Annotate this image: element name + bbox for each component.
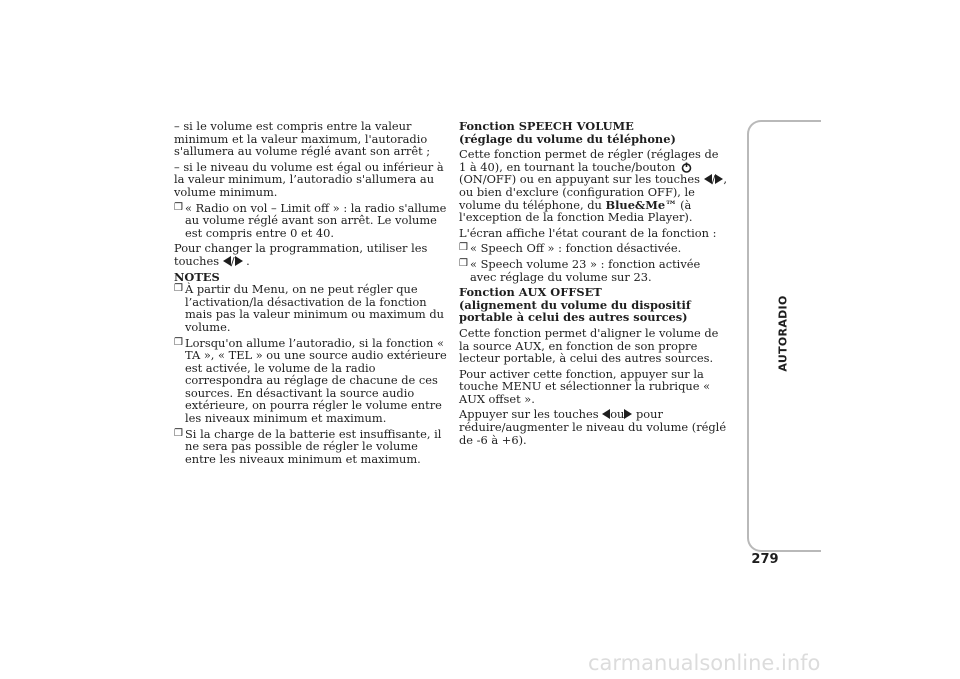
paragraph-aux-description: Cette fonction permet d'aligner le volume de la source AUX, en fonction de son propre lecteur portable, à celui des autres sources. [459, 325, 719, 366]
paragraph-volume-between: – si le volume est compris entre la valeur minimum et la valeur maximum, l'autoradio s'allumera au volume réglé avant son arrêt ; [174, 119, 431, 159]
paragraph-change-programming [174, 242, 450, 267]
list-item [174, 202, 450, 240]
change-programming-text: Pour changer la programmation, utiliser les touches [174, 241, 428, 268]
note-text: À partir du Menu, on ne peut régler que l’activation/la désactivation de la fonction mais pas la valeur minimum ou maximum du volume. [185, 282, 444, 334]
list-item [459, 242, 729, 255]
bullet-square-icon: ❒ [174, 201, 183, 213]
aux-offset-title: Fonction AUX OFFSET [459, 285, 602, 300]
side-section-label [776, 294, 790, 372]
triangle-left-icon [223, 256, 231, 266]
speech-volume-subtitle: (réglage du volume du téléphone) [459, 131, 676, 146]
right-column [459, 120, 729, 449]
left-column [174, 120, 450, 468]
power-button-icon [681, 162, 692, 173]
triangle-right-icon [235, 256, 243, 266]
aux-adjust-part-a: Appuyer sur les touches [459, 407, 599, 422]
bullet-text: « Radio on vol – Limit off » : la radio s'allume au volume réglé avant son arrêt. Le volume est compris entre 0 et 40. [185, 200, 447, 240]
speech-volume-title: Fonction SPEECH VOLUME [459, 119, 634, 133]
speech-desc-part-c: , ou bien d'exclure (configuration OFF), le volume du téléphone, du [459, 172, 728, 212]
bullet-square-icon: ❒ [174, 336, 183, 348]
bullet-square-icon: ❒ [459, 242, 468, 254]
triangle-left-icon [602, 409, 610, 419]
aux-offset-subtitle: (alignement du volume du dispositif portable à celui des autres sources) [459, 297, 691, 325]
section-label-text: AUTORADIO [776, 294, 790, 372]
note-text: Si la charge de la batterie est insuffisante, il ne sera pas possible de régler le volume entre les niveaux minimum et maximum. [185, 426, 442, 466]
watermark: carmanualsonline.info [588, 651, 821, 675]
triangle-right-icon [624, 409, 632, 419]
bullet-square-icon: ❒ [459, 257, 468, 269]
triangle-left-icon [704, 174, 712, 184]
bullet-text: « Speech volume 23 » : fonction activée avec réglage du volume sur 23. [470, 256, 701, 284]
list-item [174, 337, 450, 425]
bullet-text: « Speech Off » : fonction désactivée. [470, 241, 682, 256]
paragraph-volume-below: – si le niveau du volume est égal ou inférieur à la valeur minimum, l’autoradio s'allumera au volume minimum. [174, 159, 444, 199]
notes-title: NOTES [174, 269, 220, 284]
paragraph-aux-activate: Pour activer cette fonction, appuyer sur la touche MENU et sélectionner la rubrique « AUX offset ». [459, 366, 711, 406]
list-item [174, 428, 450, 466]
bullet-square-icon: ❒ [174, 283, 183, 295]
paragraph-display-status: L'écran affiche l'état courant de la fonction : [459, 225, 717, 240]
list-item [174, 283, 450, 333]
aux-adjust-or: ou [610, 407, 625, 422]
speech-desc-part-d: (à l'exception de la fonction Media Player). [459, 197, 693, 225]
period: . [246, 253, 250, 268]
slash-separator: / [230, 253, 235, 268]
speech-brand: Blue&Me™ [605, 197, 677, 212]
paragraph-speech-description [459, 148, 729, 224]
bullet-square-icon: ❒ [174, 427, 183, 439]
speech-desc-part-a: Cette fonction permet de régler (réglages de 1 à 40), en tournant la touche/bouton [459, 147, 719, 174]
note-text: Lorsqu'on allume l’autoradio, si la fonction « TA », « TEL » ou une source audio extérieure est activée, le volume de la radio correspondra au réglage de chacune de ces sources. En désactivant la source audio extérieure, on pourra régler le volume entre les niveaux minimum et maximum. [185, 335, 447, 426]
aux-adjust-part-b: pour réduire/augmenter le niveau du volume (réglé de -6 à +6). [459, 407, 727, 447]
speech-desc-part-b: (ON/OFF) ou en appuyant sur les touches [459, 172, 700, 187]
list-item [459, 258, 729, 283]
slash-separator: / [711, 172, 716, 187]
paragraph-aux-adjust [459, 408, 729, 446]
page-number: 279 [751, 552, 779, 567]
